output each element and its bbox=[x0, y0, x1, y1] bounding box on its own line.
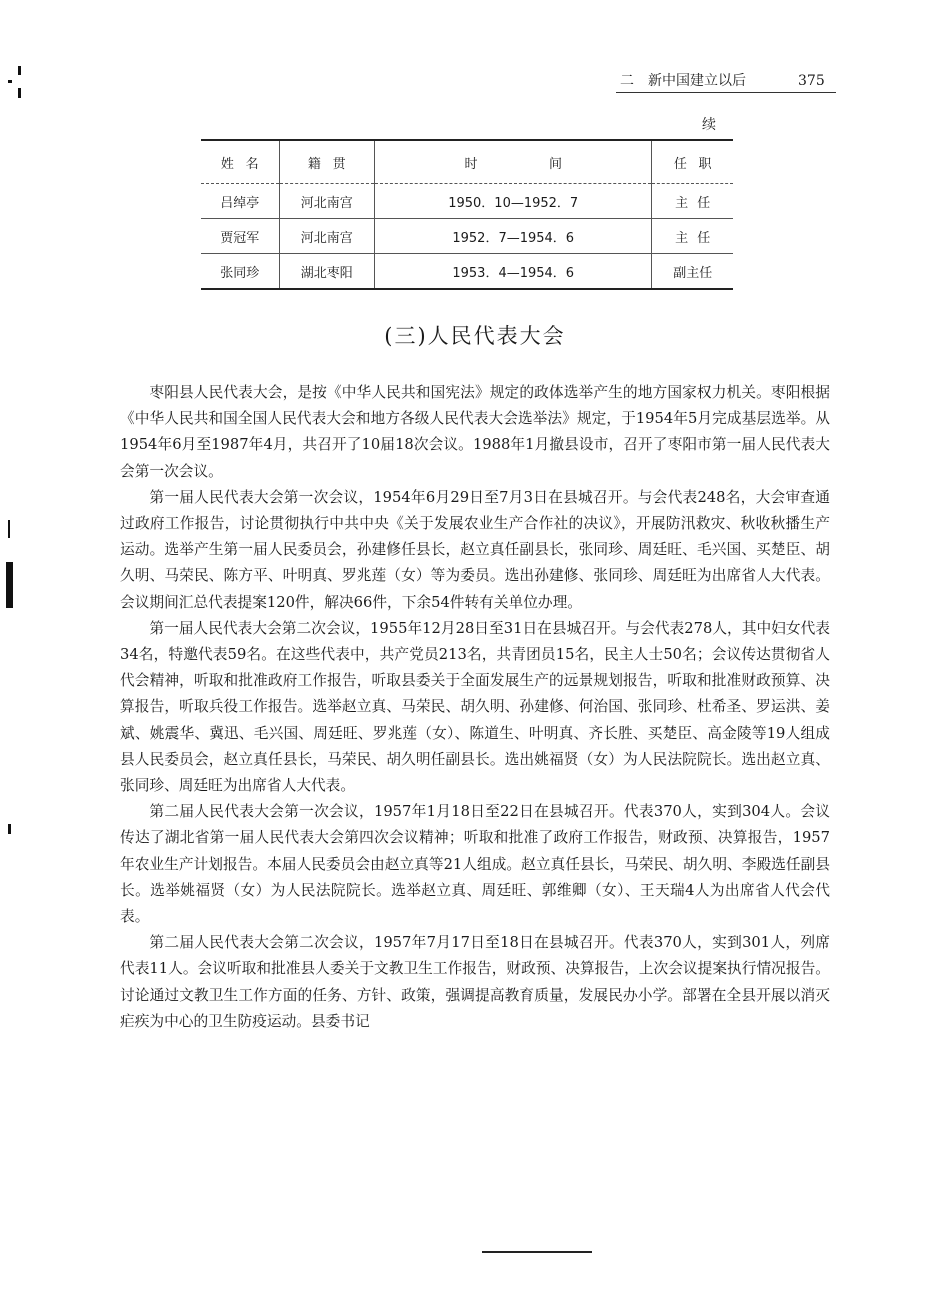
cell-period: 1952．7—1954．6 bbox=[375, 219, 652, 254]
table-row bbox=[201, 219, 733, 254]
cell-name: 贾冠军 bbox=[201, 219, 279, 254]
cell-post: 主任 bbox=[652, 219, 733, 254]
header-title: 新中国建立以后 bbox=[648, 73, 746, 89]
footer-rule bbox=[482, 1251, 592, 1253]
body-text bbox=[120, 380, 830, 1035]
cell-period: 1950．10—1952．7 bbox=[375, 184, 652, 219]
column-header-post: 任职 bbox=[652, 140, 733, 184]
scan-mark bbox=[18, 66, 21, 75]
column-header-origin: 籍贯 bbox=[279, 140, 374, 184]
cell-name: 吕绰亭 bbox=[201, 184, 279, 219]
cell-post: 主任 bbox=[652, 184, 733, 219]
officials-table bbox=[201, 139, 733, 290]
paragraph: 第二届人民代表大会第二次会议，1957年7月17日至18日在县城召开。代表370人，实到301人，列席代表11人。会议听取和批准县人委关于文教卫生工作报告，财政预、决算报告，上次会议提案执行情况报告。讨论通过文教卫生工作方面的任务、方针、政策，强调提高教育质量，发展民办小学。部署在全县开展以消灭疟疾为中心的卫生防疫运动。县委书记 bbox=[120, 934, 830, 1030]
header-section: 二 bbox=[620, 73, 634, 89]
cell-post: 副主任 bbox=[652, 254, 733, 290]
paragraph: 枣阳县人民代表大会，是按《中华人民共和国宪法》规定的政体选举产生的地方国家权力机关。枣阳根据《中华人民共和国全国人民代表大会和地方各级人民代表大会选举法》规定，于1954年5月完成基层选举。从1954年6月至1987年4月，共召开了10届18次会议。1988年1月撤县设市，召开了枣阳市第一届人民代表大会第一次会议。 bbox=[120, 384, 830, 480]
header-rule bbox=[616, 92, 836, 93]
table-row bbox=[201, 184, 733, 219]
cell-origin: 湖北枣阳 bbox=[279, 254, 374, 290]
paragraph: 第一届人民代表大会第二次会议，1955年12月28日至31日在县城召开。与会代表278人，其中妇女代表34名，特邀代表59名。在这些代表中，共产党员213名，共青团员15名，民主人士50名；会议传达贯彻省人代会精神，听取和批准政府工作报告，听取县委关于全面发展生产的远景规划报告，听取和批准财政预算、决算报告，听取兵役工作报告。选举赵立真、马荣民、胡久明、孙建修、何治国、张同珍、杜希圣、罗运洪、姜斌、姚震华、冀迅、毛兴国、周廷旺、罗兆莲（女）、陈道生、叶明真、齐长胜、买楚臣、高金陵等19人组成县人民委员会，赵立真任县长，马荣民、胡久明任副县长。选出姚福贤（女）为人民法院院长。选出赵立真、张同珍、周廷旺为出席省人大代表。 bbox=[120, 619, 830, 795]
cell-period: 1953．4—1954．6 bbox=[375, 254, 652, 290]
paragraph: 第二届人民代表大会第一次会议，1957年1月18日至22日在县城召开。代表370人，实到304人。会议传达了湖北省第一届人民代表大会第四次会议精神；听取和批准了政府工作报告，财政预、决算报告，1957年农业生产计划报告。本届人民委员会由赵立真等21人组成。赵立真任县长，马荣民、胡久明、李殿选任副县长。选举姚福贤（女）为人民法院院长。选举赵立真、周廷旺、郭维卿（女）、王天瑞4人为出席省人代会代表。 bbox=[120, 803, 830, 926]
cell-origin: 河北南宫 bbox=[279, 184, 374, 219]
paragraph: 第一届人民代表大会第一次会议，1954年6月29日至7月3日在县城召开。与会代表248名，大会审查通过政府工作报告，讨论贯彻执行中共中央《关于发展农业生产合作社的决议》，开展防汛救灾、秋收秋播生产运动。选举产生第一届人民委员会，孙建修任县长，赵立真任副县长，张同珍、周廷旺、毛兴国、买楚臣、胡久明、马荣民、陈方平、叶明真、罗兆莲（女）等为委员。选出孙建修、张同珍、周廷旺为出席省人大代表。会议期间汇总代表提案120件，解决66件，下余54件转有关单位办理。 bbox=[120, 488, 830, 611]
running-header bbox=[620, 70, 832, 90]
cell-origin: 河北南宫 bbox=[279, 219, 374, 254]
column-header-period: 时间 bbox=[375, 140, 652, 184]
table-continued-label: 续 bbox=[702, 117, 716, 133]
scan-mark bbox=[18, 88, 21, 98]
cell-name: 张同珍 bbox=[201, 254, 279, 290]
scan-mark bbox=[8, 80, 12, 83]
section-heading: (三)人民代表大会 bbox=[384, 324, 566, 348]
scan-mark bbox=[6, 562, 13, 608]
page-number: 375 bbox=[798, 73, 825, 89]
scan-mark bbox=[8, 520, 10, 538]
column-header-name: 姓名 bbox=[201, 140, 279, 184]
table-row bbox=[201, 254, 733, 290]
scan-mark bbox=[8, 824, 11, 834]
table-header-row bbox=[201, 140, 733, 184]
